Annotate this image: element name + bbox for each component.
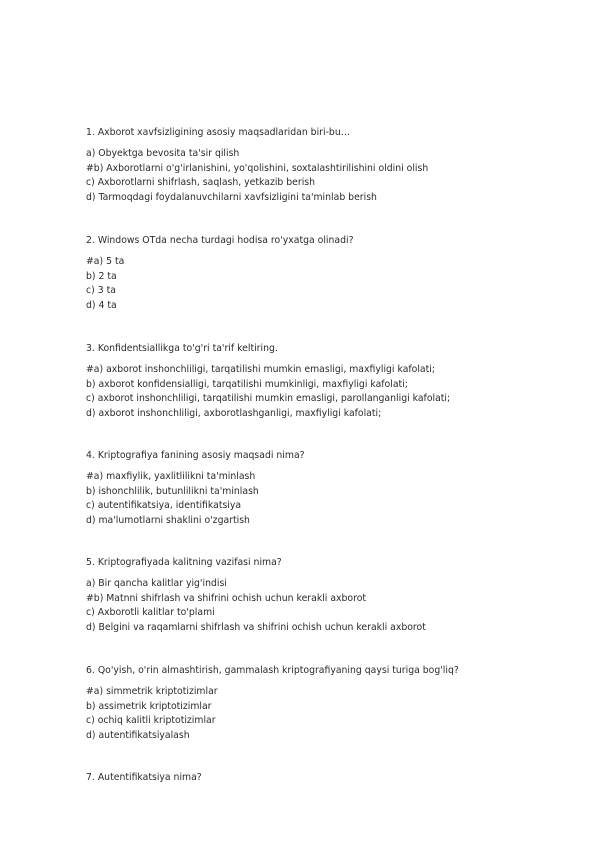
option-d: d) autentifikatsiyalash <box>86 730 190 742</box>
question-title: 3. Konfidentsiallikga to'g'ri ta'rif keltiring. <box>86 343 278 354</box>
question-title: 6. Qo'yish, o'rin almashtirish, gammalash kriptografiyaning qaysi turiga bog'liq? <box>86 665 459 676</box>
question-title: 7. Autentifikatsiya nima? <box>86 772 202 783</box>
option-b: b) axborot konfidensialligi, tarqatilishi mumkinligi, maxfiyligi kafolati; <box>86 378 408 390</box>
question-2 <box>86 234 566 314</box>
option-d: d) axborot inshonchliligi, axborotlashganligi, maxfiyligi kafolati; <box>86 408 382 420</box>
option-c: c) Axborotlarni shifrlash, saqlash, yetkazib berish <box>86 177 316 189</box>
option-b: #b) Axborotlarni o'g'irlanishini, yo'qolishini, soxtalashtirilishini oldini olish <box>86 162 429 174</box>
option-d: d) Tarmoqdagi foydalanuvchilarni xavfsizligini ta'minlab berish <box>86 192 377 204</box>
option-a: #a) 5 ta <box>86 255 125 267</box>
option-a: #a) maxfiylik, yaxlitlilikni ta'minlash <box>86 470 256 482</box>
question-6 <box>86 664 566 744</box>
option-d: d) Belgini va raqamlarni shifrlash va shifrini ochish uchun kerakli axborot <box>86 622 426 634</box>
option-c: c) Axborotli kalitlar to'plami <box>86 607 215 619</box>
option-a: #a) simmetrik kriptotizimlar <box>86 685 218 697</box>
question-7 <box>86 771 566 792</box>
option-b: b) assimetrik kriptotizimlar <box>86 700 212 712</box>
option-d: d) 4 ta <box>86 300 117 312</box>
option-b: #b) Matnni shifrlash va shifrini ochish uchun kerakli axborot <box>86 592 367 604</box>
question-title: 5. Kriptografiyada kalitning vazifasi nima? <box>86 557 282 568</box>
question-1 <box>86 126 566 206</box>
question-title: 1. Axborot xavfsizligining asosiy maqsadlaridan biri-bu… <box>86 127 351 138</box>
question-3 <box>86 342 566 422</box>
option-c: c) ochiq kalitli kriptotizimlar <box>86 715 216 727</box>
option-c: c) 3 ta <box>86 285 116 297</box>
option-b: b) 2 ta <box>86 270 117 282</box>
option-c: c) axborot inshonchliligi, tarqatilishi mumkin emasligi, parollanganligi kafolati; <box>86 393 451 405</box>
option-a: #a) axborot inshonchliligi, tarqatilishi mumkin emasligi, maxfiyligi kafolati; <box>86 363 435 375</box>
option-a: a) Obyektga bevosita ta'sir qilish <box>86 147 240 159</box>
question-5 <box>86 556 566 636</box>
option-d: d) ma'lumotlarni shaklini o'zgartish <box>86 515 250 527</box>
option-a: a) Bir qancha kalitlar yig'indisi <box>86 577 227 589</box>
question-title: 4. Kriptografiya fanining asosiy maqsadi nima? <box>86 450 305 461</box>
question-4 <box>86 449 566 529</box>
option-c: c) autentifikatsiya, identifikatsiya <box>86 500 242 512</box>
question-title: 2. Windows OTda necha turdagi hodisa ro'yxatga olinadi? <box>86 235 354 246</box>
option-b: b) ishonchlilik, butunlilikni ta'minlash <box>86 485 259 497</box>
